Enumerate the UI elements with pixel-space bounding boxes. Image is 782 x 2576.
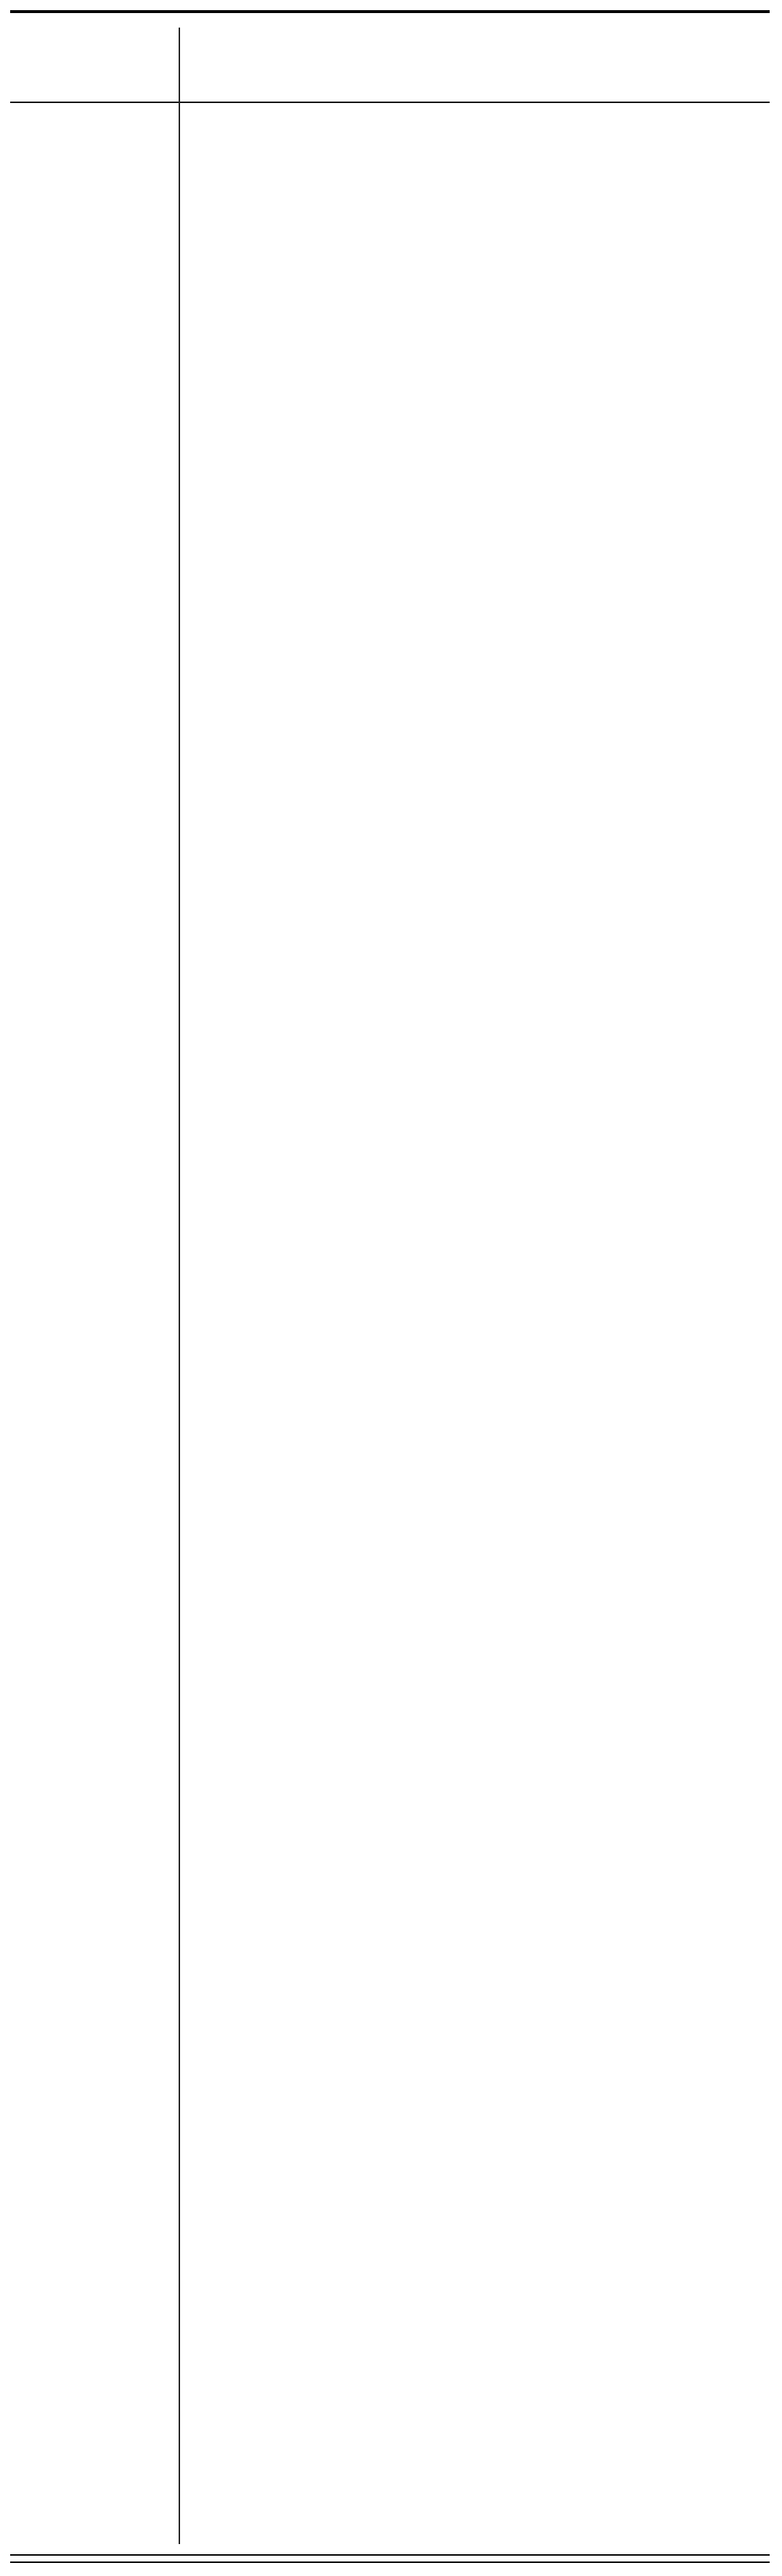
bottom-rule-1 <box>10 2554 770 2556</box>
bottom-rule-2 <box>10 2561 770 2563</box>
section-row <box>0 116 782 160</box>
top-rule <box>10 10 770 13</box>
section-label <box>0 116 179 160</box>
header-rule <box>10 102 770 103</box>
column-divider <box>179 28 180 2544</box>
table-body <box>0 116 782 160</box>
